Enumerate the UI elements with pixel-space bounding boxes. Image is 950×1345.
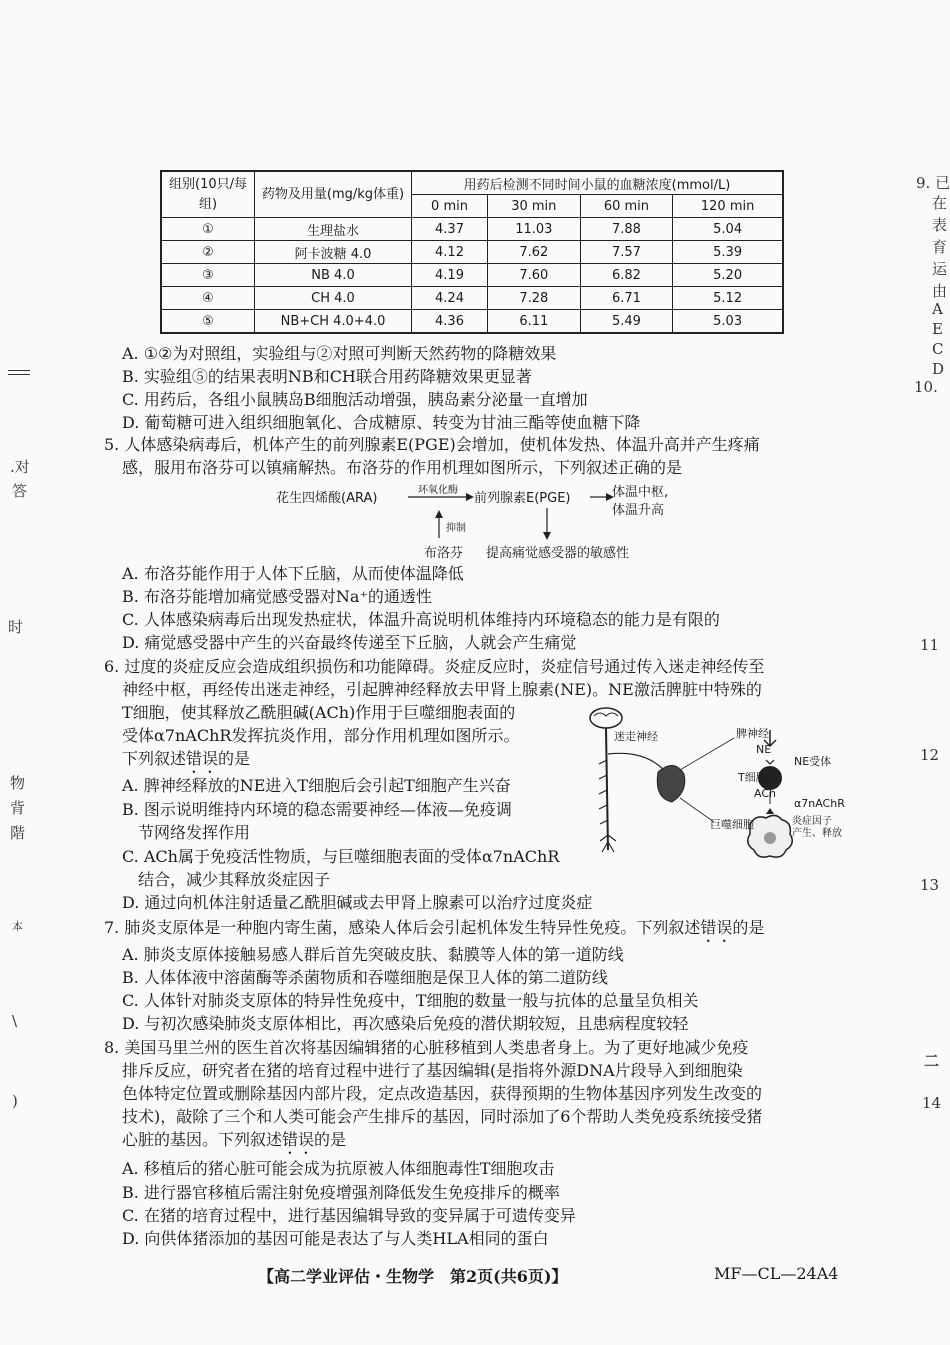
- q8-option-b: B. 进行器官移植后需注射免疫增强剂降低发生免疫排斥的概率: [122, 1183, 560, 1202]
- q5-option-a: A. 布洛芬能作用于人体下丘脑，从而使体温降低: [122, 564, 464, 583]
- right-margin-text: A: [932, 300, 943, 318]
- cell-group: ③: [161, 264, 255, 287]
- q8-stem-emphasis: 错误: [282, 1130, 315, 1149]
- right-margin-text: E: [932, 320, 943, 338]
- cell-drug: 生理盐水: [255, 218, 412, 241]
- q8-stem: 8. 美国马里兰州的医生首次将基因编辑猪的心脏移植到人类患者身上。为了更好地减少免疫: [104, 1038, 749, 1057]
- cell-group: ⑤: [161, 310, 255, 334]
- left-margin-text: 本: [12, 920, 23, 933]
- q4-option-c: C. 用药后，各组小鼠胰岛B细胞活动增强，胰岛素分泌量一直增加: [122, 390, 588, 409]
- table-row: [161, 241, 783, 264]
- q6-option-b-cont: 节网络发挥作用: [138, 823, 251, 842]
- cell-value: 6.82: [580, 264, 673, 287]
- q6-receptor-label: α7nAChR: [794, 797, 845, 810]
- blood-glucose-table: [160, 170, 784, 334]
- q6-ne-label: NE: [756, 743, 772, 756]
- right-margin-text: 10.: [914, 378, 938, 396]
- left-margin-text: ): [12, 1092, 18, 1110]
- cell-value: 5.20: [673, 264, 783, 287]
- cell-value: 7.60: [488, 264, 581, 287]
- brain-icon: [590, 708, 622, 728]
- q8-option-a: A. 移植后的猪心脏可能会成为抗原被人体细胞毒性T细胞攻击: [122, 1159, 555, 1178]
- right-margin-text: 14: [922, 1094, 942, 1112]
- cell-group: ②: [161, 241, 255, 264]
- q5-center-label: 体温升高: [612, 503, 665, 518]
- header-time: 120 min: [673, 195, 783, 218]
- q7-stem: [104, 917, 764, 946]
- q5-stem: 感，服用布洛芬可以镇痛解热。布洛芬的作用机理如图所示，下列叙述正确的是: [122, 458, 683, 477]
- q8-stem: [122, 1129, 346, 1158]
- q6-stem-emphasis: 错误: [186, 749, 219, 768]
- q6-ne-receptor-label: NE受体: [794, 755, 832, 768]
- right-margin-text: 育: [932, 238, 948, 256]
- q7-stem-emphasis: 错误: [700, 918, 733, 937]
- q7-option-d: D. 与初次感染肺炎支原体相比，再次感染后免疫的潜伏期较短，且患病程度较轻: [122, 1014, 689, 1033]
- header-time: 0 min: [412, 195, 488, 218]
- right-margin-text: 在: [932, 194, 948, 212]
- cell-value: 7.57: [580, 241, 673, 264]
- q6-option-d: D. 通过向机体注射适量乙酰胆碱或去甲肾上腺素可以治疗过度炎症: [122, 893, 593, 912]
- page-footer: 【高二学业评估・生物学 第2页(共6页)】: [258, 1267, 568, 1286]
- right-margin-text: 由: [932, 282, 948, 300]
- q5-arrow-ara-pge: [408, 492, 474, 502]
- cell-group: ④: [161, 287, 255, 310]
- header-time: 30 min: [488, 195, 581, 218]
- q6-splenic-label: 脾神经: [736, 727, 769, 740]
- q5-option-b: B. 布洛芬能增加痛觉感受器对Na⁺的通透性: [122, 587, 432, 606]
- cell-value: 5.03: [673, 310, 783, 334]
- q4-option-b: B. 实验组⑤的结果表明NB和CH联合用药降糖效果更显著: [122, 367, 532, 386]
- cell-value: 7.62: [488, 241, 581, 264]
- cell-value: 6.71: [580, 287, 673, 310]
- q5-inhibit-label: 抑制: [446, 523, 466, 534]
- left-margin-text: 階: [10, 824, 26, 842]
- table-row: [161, 264, 783, 287]
- cell-value: 5.12: [673, 287, 783, 310]
- q7-stem-text: 7. 肺炎支原体是一种胞内寄生菌，感染人体后会引起机体发生特异性免疫。下列叙述: [104, 918, 701, 937]
- q5-down-arrow: [542, 508, 552, 540]
- header-group: 组别(10只/每组): [161, 171, 255, 218]
- cell-value: 11.03: [488, 218, 581, 241]
- q6-stem: [122, 748, 250, 777]
- q7-stem-text: 的是: [732, 918, 765, 937]
- q5-ibuprofen-label: 布洛芬: [424, 546, 464, 561]
- q6-tcell-label: T细胞: [738, 771, 767, 784]
- cell-group: ①: [161, 218, 255, 241]
- q6-factor-label: 炎症因子: [792, 816, 832, 827]
- q8-option-d: D. 向供体猪添加的基因可能是表达了与人类HLA相同的蛋白: [122, 1229, 549, 1248]
- right-margin-text: 运: [932, 260, 948, 278]
- q8-stem: 技术)，敲除了三个和人类可能会产生排斥的基因，同时添加了6个帮助人类免疫系统接受猪: [122, 1107, 763, 1126]
- right-margin-text: 表: [932, 216, 948, 234]
- cell-value: 4.24: [412, 287, 488, 310]
- q6-stem-text: 的是: [218, 749, 251, 768]
- right-margin-text: D: [932, 360, 945, 378]
- q6-stem: T细胞，使其释放乙酰胆碱(ACh)作用于巨噬细胞表面的: [122, 703, 516, 722]
- header-drug: 药物及用量(mg/kg体重): [255, 171, 412, 218]
- cell-value: 5.04: [673, 218, 783, 241]
- right-margin-text: 12: [920, 746, 940, 764]
- q5-stem: 5. 人体感染病毒后，机体产生的前列腺素E(PGE)会增加，使机体发热、体温升高并产生疼痛: [104, 435, 760, 454]
- q4-option-a: A. ①②为对照组，实验组与②对照可判断天然药物的降糖效果: [122, 344, 557, 363]
- q5-option-c: C. 人体感染病毒后出现发热症状，体温升高说明机体维持内环境稳态的能力是有限的: [122, 610, 720, 629]
- header-time: 60 min: [580, 195, 673, 218]
- q5-pain-label: 提高痛觉感受器的敏感性: [486, 546, 630, 561]
- cell-value: 6.11: [488, 310, 581, 334]
- spinal-cord: [606, 728, 608, 850]
- right-margin-text: C: [932, 340, 944, 358]
- cell-value: 4.12: [412, 241, 488, 264]
- q6-stem-text: 下列叙述: [122, 749, 187, 768]
- right-margin-text: 11: [920, 636, 940, 654]
- q5-arrow-pge-center: [590, 492, 614, 502]
- right-margin-text: 9. 已: [916, 174, 950, 192]
- left-margin-text: 物: [10, 774, 26, 792]
- q6-option-c: C. ACh属于免疫活性物质，与巨噬细胞表面的受体α7nAChR: [122, 847, 560, 866]
- q7-option-a: A. 肺炎支原体接触易感人群后首先突破皮肤、黏膜等人体的第一道防线: [122, 945, 624, 964]
- q5-ara-label: 花生四烯酸(ARA): [276, 491, 378, 506]
- q6-vagus-label: 迷走神经: [614, 730, 658, 743]
- cell-value: 7.88: [580, 218, 673, 241]
- left-margin-text: 背: [10, 799, 26, 817]
- q8-stem: 色体特定位置或删除基因内部片段，定点改造基因，获得预期的生物体基因序列发生改变的: [122, 1084, 763, 1103]
- q8-stem: 排斥反应，研究者在猪的培育过程中进行了基因编辑(是指将外源DNA片段导入到细胞染: [122, 1061, 743, 1080]
- cell-value: 4.37: [412, 218, 488, 241]
- table-row: [161, 218, 783, 241]
- left-margin-text: .对: [10, 458, 30, 476]
- cell-value: 5.39: [673, 241, 783, 264]
- cell-value: 5.49: [580, 310, 673, 334]
- q6-stem: 6. 过度的炎症反应会造成组织损伤和功能障碍。炎症反应时，炎症信号通过传入迷走神经传至: [104, 657, 765, 676]
- q8-option-c: C. 在猪的培育过程中，进行基因编辑导致的变异属于可遗传变异: [122, 1206, 576, 1225]
- q7-option-c: C. 人体针对肺炎支原体的特异性免疫中，T细胞的数量一般与抗体的总量呈负相关: [122, 991, 699, 1010]
- q5-option-d: D. 痛觉感受器中产生的兴奋最终传递至下丘脑，人就会产生痛觉: [122, 633, 577, 652]
- page-code: MF—CL—24A4: [714, 1264, 839, 1283]
- left-margin-rule: [8, 370, 30, 375]
- q5-inhibit-arrow: [434, 510, 444, 538]
- q8-stem-text: 心脏的基因。下列叙述: [122, 1130, 283, 1149]
- spleen-icon: [657, 765, 685, 802]
- left-margin-text: 时: [8, 618, 24, 636]
- cell-value: 4.36: [412, 310, 488, 334]
- q6-option-c-cont: 结合，减少其释放炎症因子: [138, 870, 331, 889]
- header-time-title: 用药后检测不同时间小鼠的血糖浓度(mmol/L): [412, 171, 784, 195]
- cell-value: 7.28: [488, 287, 581, 310]
- q4-option-d: D. 葡萄糖可进入组织细胞氧化、合成糖原、转变为甘油三酯等使血糖下降: [122, 413, 641, 432]
- cell-drug: CH 4.0: [255, 287, 412, 310]
- table-row: [161, 310, 783, 334]
- cell-drug: NB 4.0: [255, 264, 412, 287]
- cell-drug: 阿卡波糖 4.0: [255, 241, 412, 264]
- q6-macrophage-label: 巨噬细胞: [710, 818, 754, 831]
- left-margin-text: 答: [12, 482, 28, 500]
- q6-option-b: B. 图示说明维持内环境的稳态需要神经—体液—免疫调: [122, 800, 512, 819]
- left-margin-text: \: [12, 1012, 18, 1030]
- cell-value: 4.19: [412, 264, 488, 287]
- q5-center-label: 体温中枢,: [612, 485, 669, 500]
- cell-drug: NB+CH 4.0+4.0: [255, 310, 412, 334]
- q5-pge-label: 前列腺素E(PGE): [474, 491, 571, 506]
- q7-option-b: B. 人体体液中溶菌酶等杀菌物质和吞噬细胞是保卫人体的第二道防线: [122, 968, 608, 987]
- q6-stem: 受体α7nAChR发挥抗炎作用，部分作用机理如图所示。: [122, 726, 520, 745]
- q5-enzyme-label: 环氧化酶: [418, 485, 458, 496]
- q6-stem: 神经中枢，再经传出迷走神经，引起脾神经释放去甲肾上腺素(NE)。NE激活脾脏中特殊的: [122, 680, 762, 699]
- right-margin-text: 二: [924, 1052, 940, 1070]
- q6-factor-label: 产生、释放: [792, 828, 842, 839]
- right-margin-text: 13: [920, 876, 940, 894]
- q8-stem-text: 的是: [314, 1130, 347, 1149]
- q6-option-a: A. 脾神经释放的NE进入T细胞后会引起T细胞产生兴奋: [122, 776, 511, 795]
- q6-ach-label: ACh: [754, 787, 776, 800]
- table-row: [161, 287, 783, 310]
